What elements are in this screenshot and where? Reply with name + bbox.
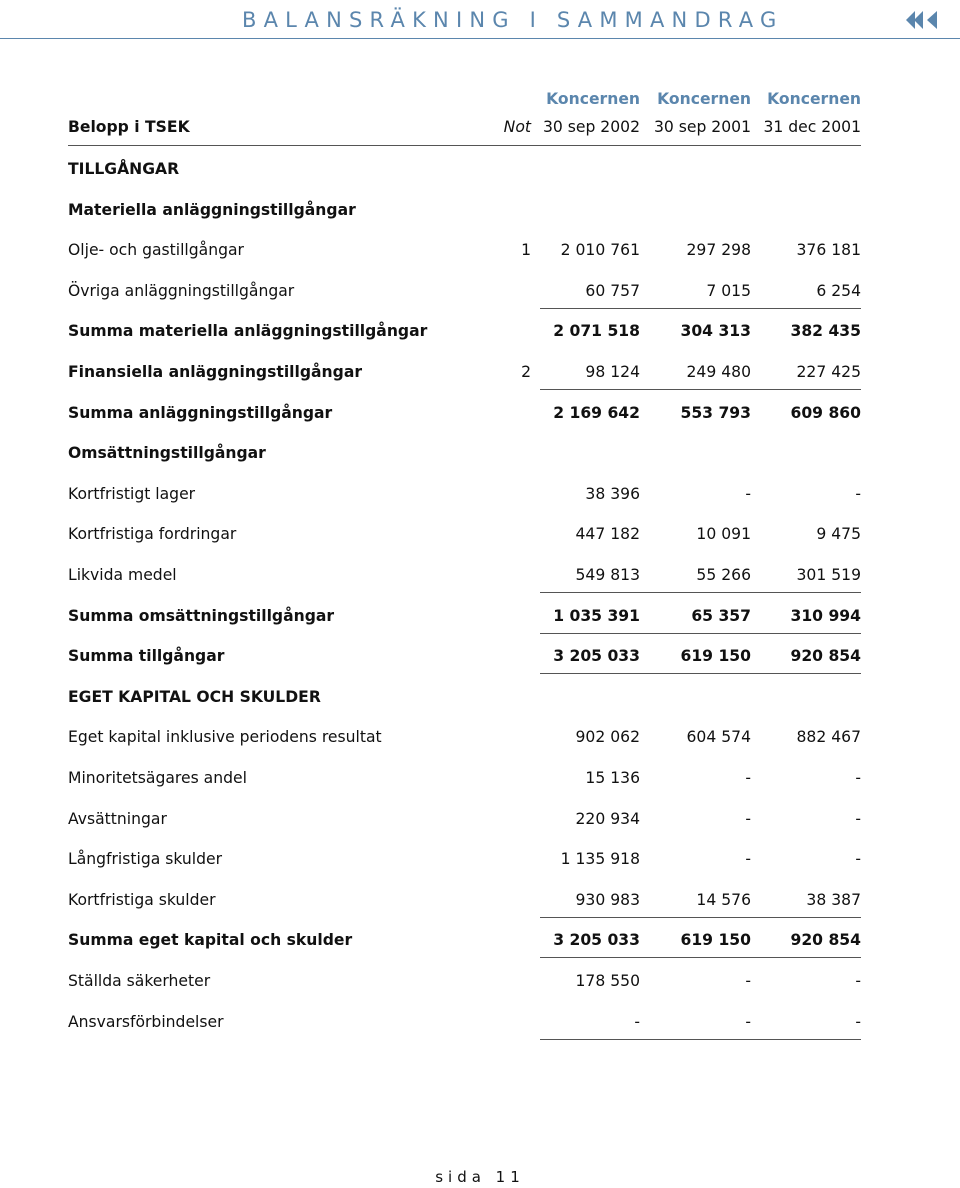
value-cell: 7 015 xyxy=(706,282,751,300)
row-label: Minoritetsägares andel xyxy=(68,769,247,787)
row-divider xyxy=(540,673,861,674)
value-cell: - xyxy=(745,810,751,828)
row-divider xyxy=(540,633,861,634)
value-cell: 2 010 761 xyxy=(560,241,640,259)
table-row xyxy=(68,159,861,200)
table-row xyxy=(68,524,861,565)
value-cell: 6 254 xyxy=(816,282,861,300)
prev-icon xyxy=(926,9,938,31)
row-label: Summa materiella anläggningstillgångar xyxy=(68,322,428,340)
value-cell: 98 124 xyxy=(585,363,640,381)
row-divider xyxy=(540,1039,861,1040)
value-cell: 310 994 xyxy=(790,607,861,625)
value-cell: 920 854 xyxy=(790,647,861,665)
value-cell: - xyxy=(745,972,751,990)
value-cell: 1 135 918 xyxy=(560,850,640,868)
table-row xyxy=(68,971,861,1012)
value-cell: 9 475 xyxy=(816,525,861,543)
value-cell: - xyxy=(634,1013,640,1031)
row-label: Materiella anläggningstillgångar xyxy=(68,201,356,219)
value-cell: 609 860 xyxy=(790,404,861,422)
row-label: Summa omsättningstillgångar xyxy=(68,607,335,625)
value-cell: 178 550 xyxy=(575,972,640,990)
value-cell: - xyxy=(745,485,751,503)
page-title: BALANSRÄKNING I SAMMANDRAG xyxy=(242,8,784,32)
row-label: Övriga anläggningstillgångar xyxy=(68,282,295,300)
table-row xyxy=(68,1012,861,1053)
date-column-header: 30 sep 2001 xyxy=(653,118,751,136)
column-group-label: Koncernen xyxy=(767,90,861,108)
value-cell: 447 182 xyxy=(575,525,640,543)
value-cell: 297 298 xyxy=(686,241,751,259)
note-column-header: Not xyxy=(503,118,531,136)
column-group-label: Koncernen xyxy=(546,90,640,108)
value-cell: 3 205 033 xyxy=(553,647,640,665)
value-cell: - xyxy=(745,769,751,787)
value-cell: 14 576 xyxy=(696,891,751,909)
value-cell: 619 150 xyxy=(680,931,751,949)
note-reference: 1 xyxy=(521,241,531,259)
row-divider xyxy=(540,308,861,309)
value-cell: 553 793 xyxy=(680,404,751,422)
row-label: Summa anläggningstillgångar xyxy=(68,404,333,422)
value-cell: - xyxy=(855,769,861,787)
table-row xyxy=(68,849,861,890)
skip-first-button[interactable] xyxy=(906,9,924,31)
row-label: Finansiella anläggningstillgångar xyxy=(68,363,363,381)
value-cell: 882 467 xyxy=(796,728,861,746)
table-row xyxy=(68,240,861,281)
value-cell: 38 396 xyxy=(585,485,640,503)
row-label: Kortfristigt lager xyxy=(68,485,196,503)
previous-page-button[interactable] xyxy=(926,9,938,31)
value-cell: - xyxy=(855,810,861,828)
value-cell: - xyxy=(855,850,861,868)
date-column-header: 30 sep 2002 xyxy=(542,118,640,136)
page-number: sida 11 xyxy=(435,1168,525,1186)
table-row xyxy=(68,281,861,322)
value-cell: - xyxy=(745,1013,751,1031)
value-cell: 376 181 xyxy=(796,241,861,259)
value-cell: - xyxy=(855,485,861,503)
table-row xyxy=(68,321,861,362)
row-label: Långfristiga skulder xyxy=(68,850,223,868)
table-row xyxy=(68,362,861,403)
value-cell: 930 983 xyxy=(575,891,640,909)
value-cell: 220 934 xyxy=(575,810,640,828)
table-row xyxy=(68,443,861,484)
value-cell: 301 519 xyxy=(796,566,861,584)
value-cell: 619 150 xyxy=(680,647,751,665)
table-row xyxy=(68,565,861,606)
skip-first-icon xyxy=(906,9,924,31)
value-cell: 549 813 xyxy=(575,566,640,584)
row-label: Likvida medel xyxy=(68,566,177,584)
row-divider xyxy=(540,592,861,593)
row-label: Summa tillgångar xyxy=(68,647,225,665)
table-row xyxy=(68,646,861,687)
header-rule xyxy=(68,145,861,146)
table-row xyxy=(68,727,861,768)
row-label: Eget kapital inklusive periodens resultat xyxy=(68,728,382,746)
value-cell: 920 854 xyxy=(790,931,861,949)
table-row xyxy=(68,930,861,971)
row-label: Avsättningar xyxy=(68,810,167,828)
value-cell: 65 357 xyxy=(691,607,751,625)
value-cell: 2 169 642 xyxy=(553,404,640,422)
value-cell: 55 266 xyxy=(696,566,751,584)
row-divider xyxy=(540,917,861,918)
row-divider xyxy=(540,389,861,390)
date-column-header: 31 dec 2001 xyxy=(763,118,861,136)
table-row xyxy=(68,809,861,850)
value-cell: 3 205 033 xyxy=(553,931,640,949)
value-cell: 2 071 518 xyxy=(553,322,640,340)
value-cell: - xyxy=(745,850,751,868)
value-cell: 604 574 xyxy=(686,728,751,746)
value-cell: 902 062 xyxy=(575,728,640,746)
note-reference: 2 xyxy=(521,363,531,381)
value-cell: 1 035 391 xyxy=(553,607,640,625)
value-cell: 10 091 xyxy=(696,525,751,543)
row-label: Olje- och gastillgångar xyxy=(68,241,244,259)
table-row xyxy=(68,484,861,525)
table-row xyxy=(68,403,861,444)
table-row xyxy=(68,687,861,728)
table-row xyxy=(68,768,861,809)
row-label: Kortfristiga skulder xyxy=(68,891,216,909)
value-cell: 304 313 xyxy=(680,322,751,340)
header-band xyxy=(0,0,960,40)
row-label: Ansvarsförbindelser xyxy=(68,1013,224,1031)
value-cell: 38 387 xyxy=(806,891,861,909)
row-label: TILLGÅNGAR xyxy=(68,160,180,178)
value-cell: 60 757 xyxy=(585,282,640,300)
value-cell: 15 136 xyxy=(585,769,640,787)
table-row xyxy=(68,890,861,931)
table-row xyxy=(68,606,861,647)
amount-unit-label: Belopp i TSEK xyxy=(68,118,190,136)
row-label: Ställda säkerheter xyxy=(68,972,211,990)
value-cell: - xyxy=(855,1013,861,1031)
row-label: EGET KAPITAL OCH SKULDER xyxy=(68,688,321,706)
value-cell: 382 435 xyxy=(790,322,861,340)
row-label: Summa eget kapital och skulder xyxy=(68,931,353,949)
header-divider xyxy=(0,38,960,39)
value-cell: 227 425 xyxy=(796,363,861,381)
value-cell: - xyxy=(855,972,861,990)
value-cell: 249 480 xyxy=(686,363,751,381)
column-group-label: Koncernen xyxy=(657,90,751,108)
table-row xyxy=(68,200,861,241)
row-label: Omsättningstillgångar xyxy=(68,444,266,462)
row-divider xyxy=(540,957,861,958)
row-label: Kortfristiga fordringar xyxy=(68,525,237,543)
